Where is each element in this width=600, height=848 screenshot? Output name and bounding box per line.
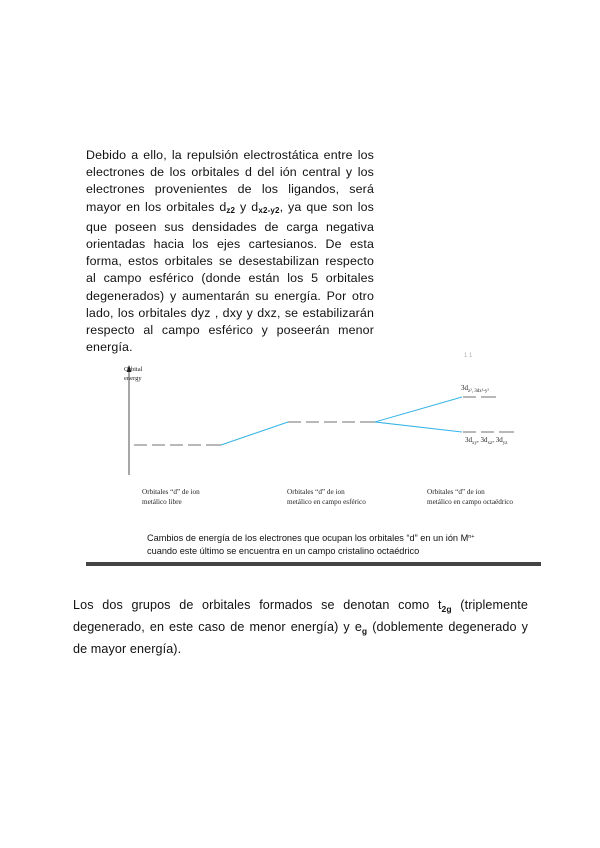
horizontal-rule — [86, 562, 541, 566]
connector-spherical-to-eg — [375, 397, 462, 422]
subscript-g: g — [361, 626, 368, 636]
paragraph2-text-c: (doblemente degenerado y de mayor energía). — [73, 620, 528, 656]
label-spherical-line2: metálico en campo esférico — [287, 498, 366, 506]
subscript-dz2: z2 — [226, 205, 236, 215]
energy-level-diagram — [120, 362, 550, 522]
paragraph2-text-b: (triplemente degenerado, en este caso de menor energía) y e — [73, 598, 528, 634]
y-axis-label-line1: Orbital — [124, 366, 143, 373]
label-free-ion-line1: Orbitales “d” de ion — [142, 488, 200, 496]
connector-free-to-spherical — [221, 422, 288, 445]
t2g-label: $3d_{xy}$, $3d_{xz}$, $3d_{yz}$ — [465, 436, 508, 446]
label-free-ion-line2: metálico libre — [142, 498, 182, 506]
caption-text-a: Cambios de energía de los electrones que ocupan los orbitales “d” en un ión M — [147, 533, 469, 543]
paragraph-orbital-groups — [73, 596, 528, 658]
label-octahedral-line1: Orbitales “d” de ion — [427, 488, 485, 496]
figure-caption — [147, 531, 507, 557]
subscript-dx2y2: x2-y2 — [258, 205, 280, 215]
paragraph-orbital-repulsion — [86, 147, 374, 356]
stray-mark: 1 1 — [464, 353, 473, 359]
label-octahedral-line2: metálico en campo octaédrico — [427, 498, 514, 506]
eg-label: $3d_{z^2, 3d}x^2-y^2$ — [461, 384, 489, 394]
connector-spherical-to-t2g — [375, 422, 462, 432]
paragraph2-text-a: Los dos grupos de orbitales formados se denotan como t — [73, 598, 442, 612]
y-axis-label-line2: energy — [124, 375, 142, 382]
paragraph1-text-a: Debido a ello, la repulsión electrostática entre los electrones de los orbitales d del ión central y los electrones provenientes de los ligandos, será mayor en los orbitales d — [86, 148, 374, 214]
label-spherical-line1: Orbitales “d” de ion — [287, 488, 345, 496]
caption-superscript: n+ — [468, 534, 475, 540]
paragraph1-text-c: , ya que son los que poseen sus densidades de carga negativa orientadas hacia los ejes cartesianos. De esta forma, estos orbitales se desestabilizan respecto al campo esférico (donde están los 5 orbitales degenerados) y aumentarán su energía. Por otro lado, los orbitales dyz , dxy y dxz, se estabilizarán respecto al campo esférico y poseerán menor energía. — [86, 199, 374, 355]
caption-text-b: cuando este último se encuentra en un campo cristalino octaédrico — [147, 545, 420, 556]
paragraph1-text-b: y d — [235, 199, 259, 214]
subscript-2g: 2g — [441, 604, 452, 614]
